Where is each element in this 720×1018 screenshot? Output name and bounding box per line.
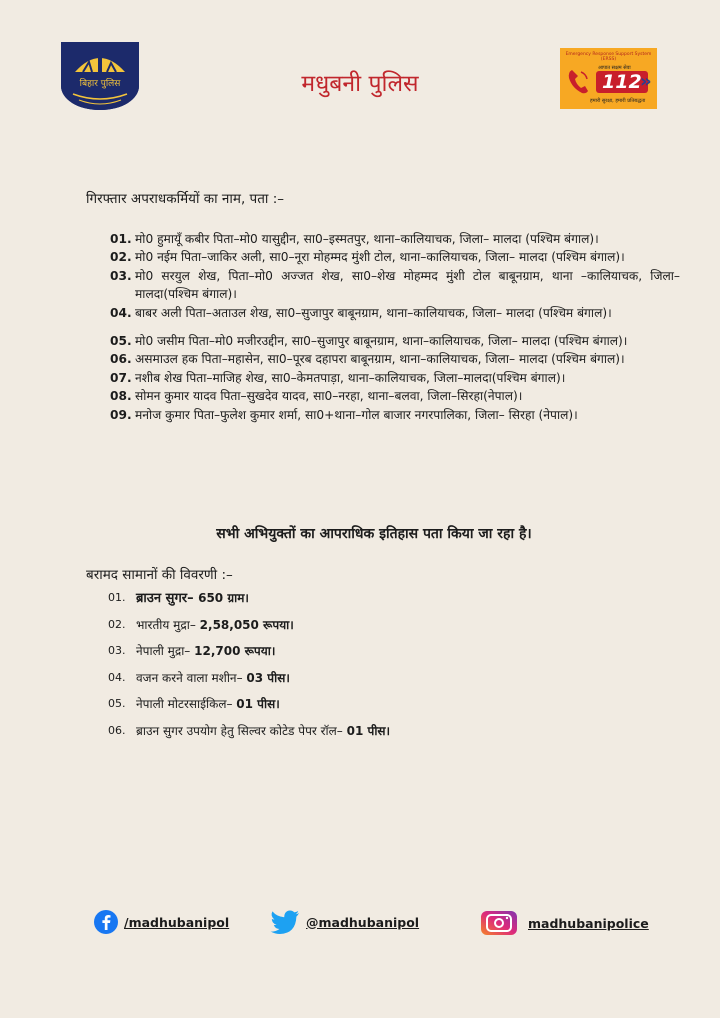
- entry-text: नशीब शेख पिता–माजिह शेख, सा0–केमतपाड़ा, थाना–कालियाचक, जिला–मालदा(पश्चिम बंगाल)।: [135, 370, 566, 385]
- item-quantity: 650 ग्राम।: [198, 591, 249, 605]
- arrested-entry: [110, 332, 680, 350]
- entry-number: 05.: [110, 334, 132, 349]
- arrested-entry: [110, 350, 680, 368]
- item-quantity: 12,700 रूपया।: [194, 644, 276, 658]
- chevron-right-icon: »: [640, 71, 652, 92]
- entry-number: 06.: [110, 352, 132, 367]
- instagram-link[interactable]: [480, 910, 649, 936]
- social-footer: [0, 910, 720, 938]
- item-label: भारतीय मुद्रा–: [136, 617, 200, 632]
- logo-label: बिहार पुलिस: [79, 79, 121, 89]
- twitter-link[interactable]: [270, 910, 419, 934]
- entry-text: सोमन कुमार यादव पिता–सुखदेव यादव, सा0–नरहा, थाना–बलवा, जिला–सिरहा(नेपाल)।: [135, 389, 523, 404]
- entry-number: 01.: [110, 232, 132, 246]
- arrested-entry: [110, 304, 680, 322]
- item-label: नेपाली मुद्रा–: [136, 644, 195, 658]
- entry-number: 02.: [110, 250, 132, 265]
- twitter-handle[interactable]: @madhubanipol: [306, 914, 420, 930]
- entry-text: मो0 सरयुल शेख, पिता–मो0 अज्जत शेख, सा0–शेख मोहम्मद मुंशी टोल बाबूनग्राम, थाना –कालियाचक, जिला–मालदा(पश्चिम बंगाल)।: [135, 268, 680, 302]
- entry-text: बाबर अली पिता–अताउल शेख, सा0–सुजापुर बाबूनग्राम, थाना–कालियाचक, जिला– मालदा (पश्चिम बंगाल)।: [135, 305, 612, 320]
- erss-112-logo: [560, 48, 657, 109]
- item-number: 01.: [108, 591, 126, 604]
- history-note: सभी अभियुक्तों का आपराधिक इतिहास पता किया जा रहा है।: [216, 526, 532, 542]
- arrested-heading: गिरफ्तार अपराधकर्मियों का नाम, पता :–: [86, 191, 285, 207]
- item-number: 02.: [108, 617, 126, 631]
- item-label: नेपाली मोटरसाईकिल–: [136, 697, 237, 711]
- item-label: वजन करने वाला मशीन–: [136, 670, 247, 685]
- entry-number: 04.: [110, 305, 132, 320]
- arrested-entry: [110, 230, 680, 248]
- item-number: 04.: [108, 670, 126, 684]
- entry-text: मनोज कुमार पिता–फुलेश कुमार शर्मा, सा0+थाना–गोल बाजार नगरपालिका, जिला– सिरहा (नेपाल)।: [135, 407, 578, 422]
- item-quantity: 01 पीस।: [346, 723, 391, 738]
- entry-number: 03.: [110, 268, 132, 283]
- logo-tagline-bottom: हमारी सुरक्षा, हमारी प्रतिबद्धता: [590, 98, 646, 104]
- arrested-list: [110, 230, 680, 424]
- instagram-handle[interactable]: madhubanipolice: [528, 915, 649, 931]
- item-number: 03.: [108, 644, 126, 657]
- entry-number: 08.: [110, 389, 132, 404]
- emergency-number: 112: [596, 71, 648, 93]
- recovered-item: [108, 588, 668, 615]
- phone-icon: [566, 66, 592, 96]
- item-label: ब्राउन सुगर उपयोग हेतु सिल्वर कोटेड पेपर रॉल–: [136, 723, 347, 738]
- entry-text: असमाउल हक पिता–महासेन, सा0–पूरब दहापरा बाबूनग्राम, थाना–कालियाचक, जिला– मालदा (पश्चिम बंगाल)।: [135, 352, 625, 367]
- item-quantity: 03 पीस।: [246, 670, 290, 685]
- item-quantity: 2,58,050 रूपया।: [199, 617, 294, 632]
- recovered-heading: बरामद सामानों की विवरणी :–: [86, 567, 233, 583]
- arrested-entry: [110, 387, 680, 405]
- instagram-icon: [480, 910, 518, 936]
- arrested-entry: [110, 248, 680, 266]
- item-label: ब्राउन सुगर–: [136, 591, 199, 606]
- header: [0, 0, 720, 120]
- recovered-item: [108, 721, 668, 748]
- entry-number: 09.: [110, 407, 132, 422]
- arrested-entry: [110, 267, 680, 304]
- recovered-item: [108, 694, 668, 721]
- page-title: मधुबनी पुलिस: [301, 71, 419, 97]
- erss-label: Emergency Response Support System (ERSS): [565, 52, 652, 62]
- facebook-link[interactable]: [94, 910, 229, 934]
- recovered-item: [108, 668, 668, 695]
- item-quantity: 01 पीस।: [236, 697, 280, 711]
- facebook-handle[interactable]: /madhubanipol: [124, 914, 230, 930]
- entry-text: मो0 नईम पिता–जाकिर अली, सा0–नूरा मोहम्मद मुंशी टोल, थाना–कालियाचक, जिला– मालदा (पश्चिम बंगाल)।: [135, 250, 625, 265]
- entry-text: मो0 हुमायूँ कबीर पिता–मो0 यासुद्दीन, सा0–इस्मतपुर, थाना–कालियाचक, जिला– मालदा (पश्चिम बंगाल)।: [135, 232, 599, 246]
- arrested-entry: [110, 406, 680, 424]
- arrested-entry: [110, 369, 680, 387]
- recovered-item: [108, 641, 668, 668]
- logo-tagline-top: आपात सक्षम सेवा: [598, 65, 631, 71]
- entry-number: 07.: [110, 370, 132, 385]
- item-number: 05.: [108, 697, 126, 710]
- twitter-icon: [270, 910, 300, 934]
- facebook-icon: [94, 910, 118, 934]
- item-number: 06.: [108, 723, 126, 737]
- entry-text: मो0 जसीम पिता–मो0 मजीरउद्दीन, सा0–सुजापुर बाबूनग्राम, थाना–कालियाचक, जिला– मालदा (पश्चिम बंगाल)।: [135, 334, 628, 349]
- recovered-item: [108, 615, 668, 642]
- recovered-list: [108, 588, 668, 747]
